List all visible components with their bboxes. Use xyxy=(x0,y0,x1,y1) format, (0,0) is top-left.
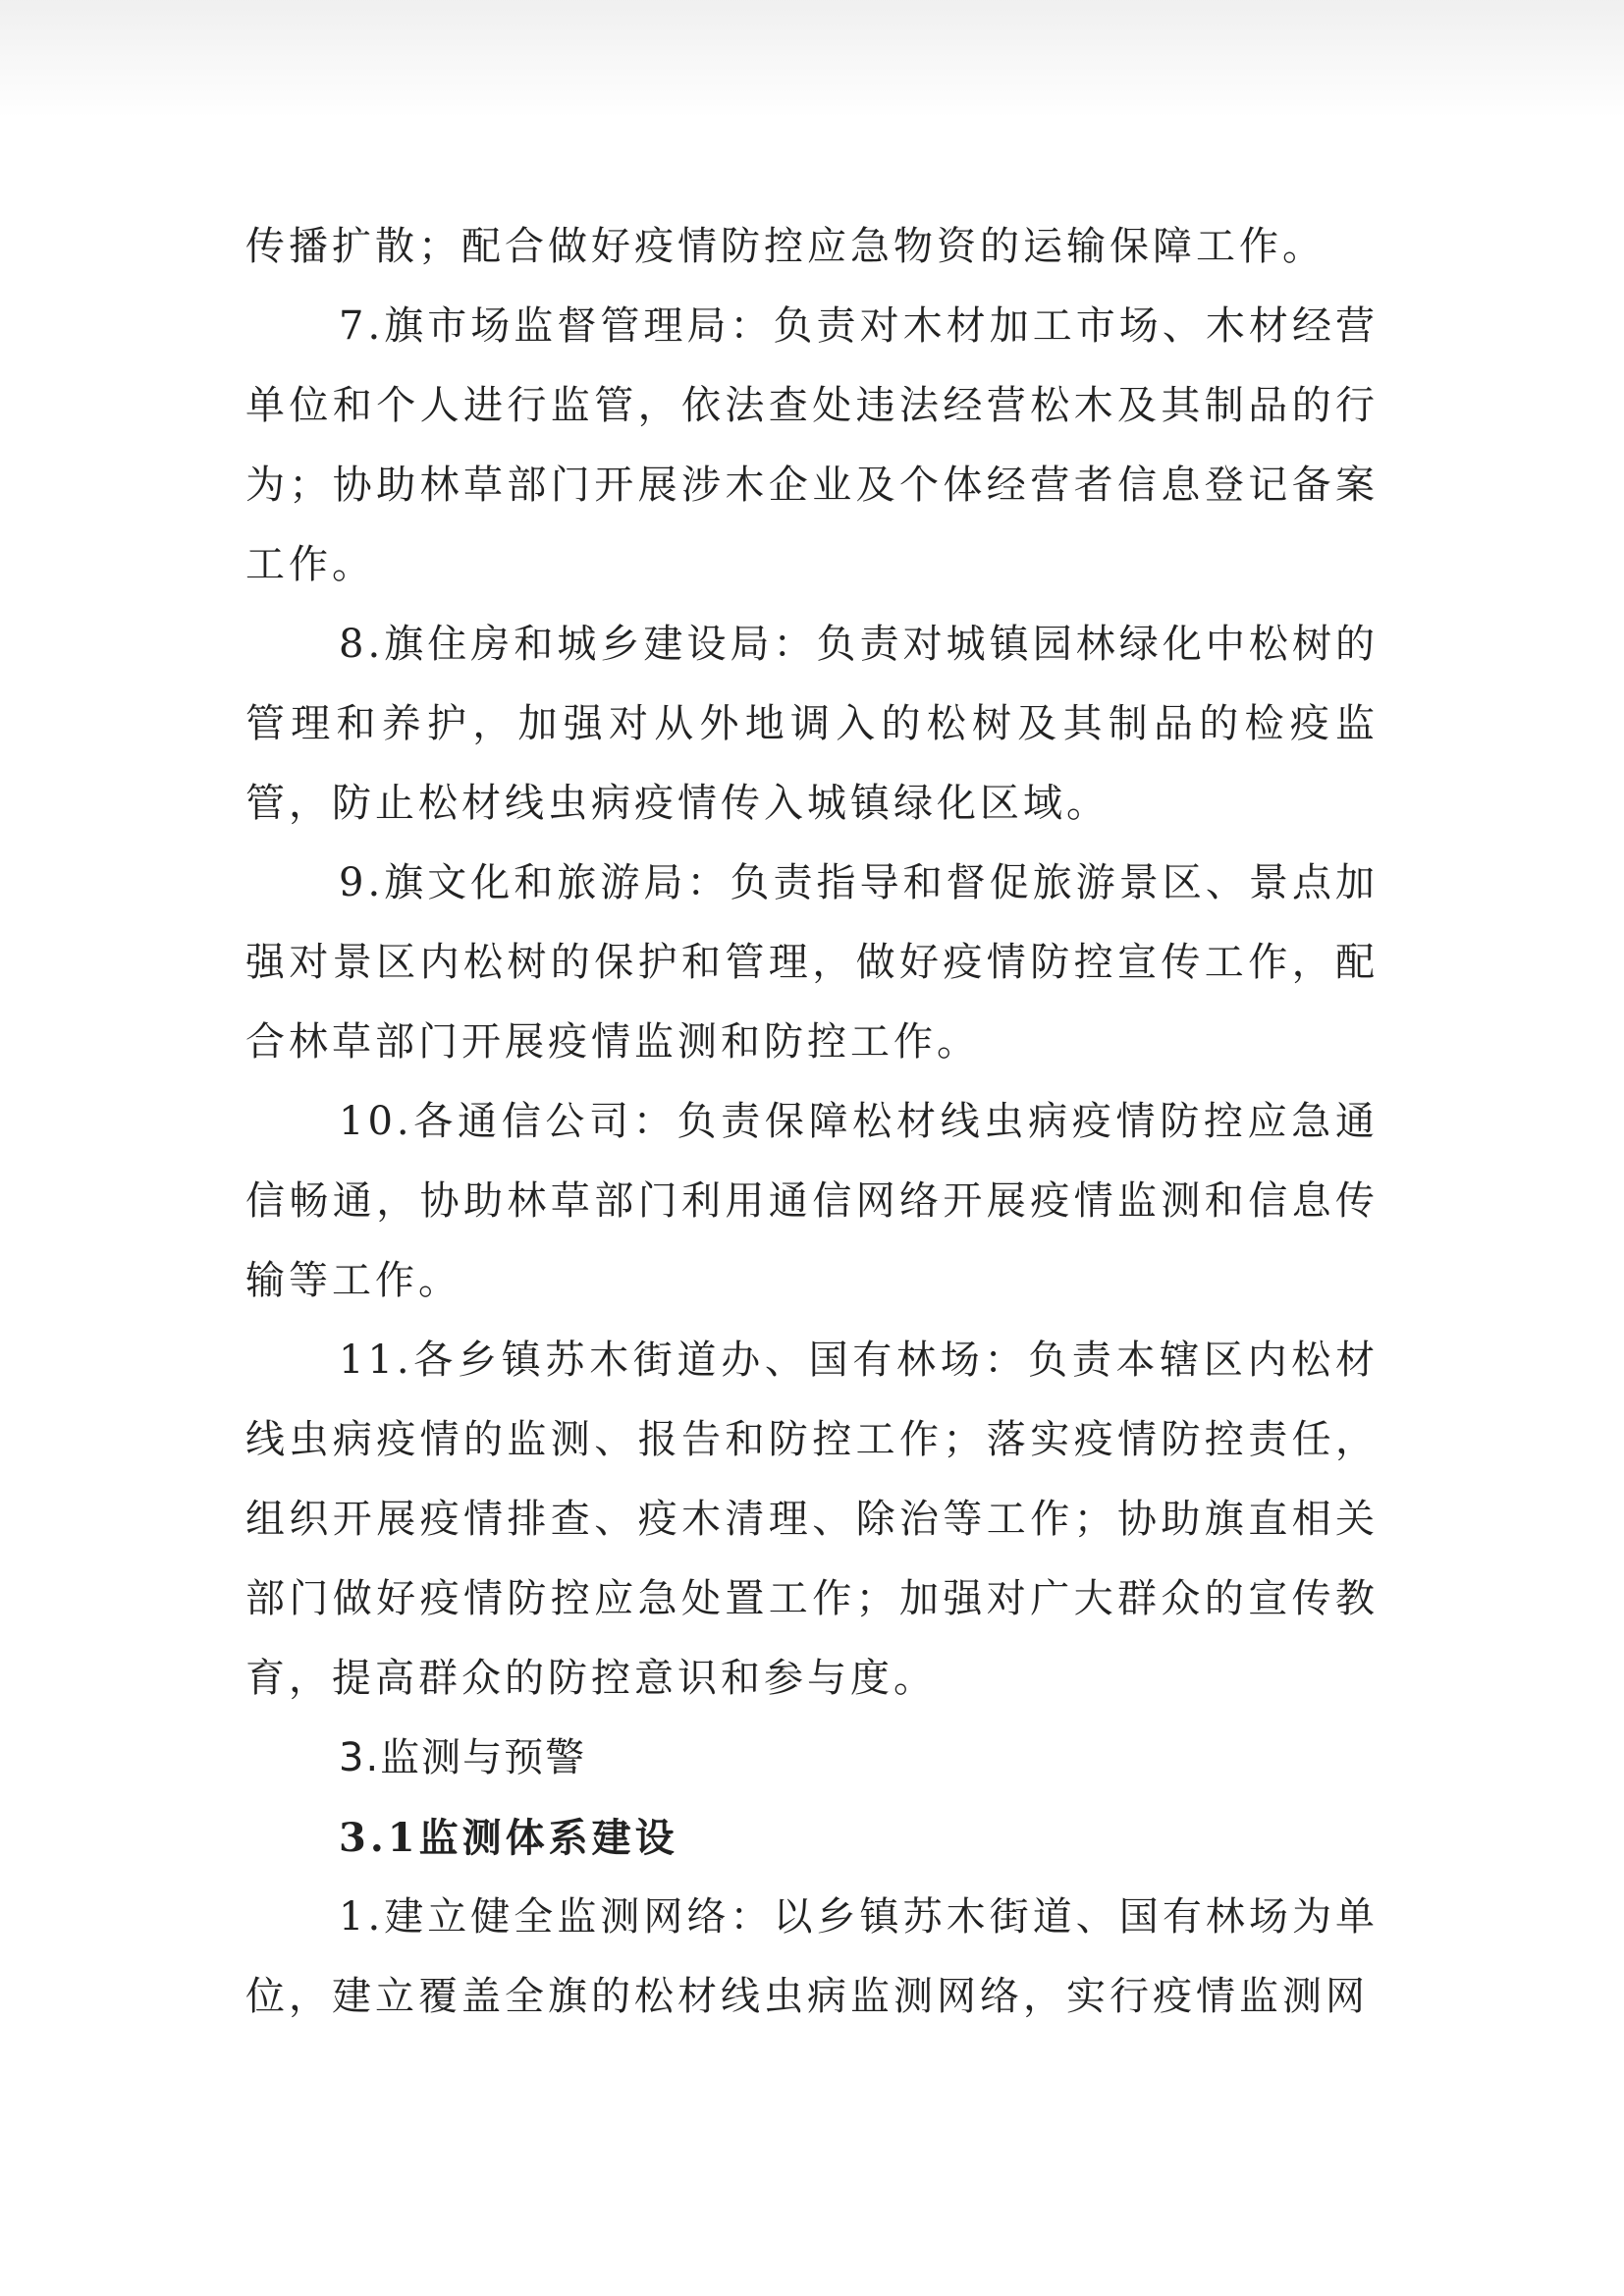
paragraph-monitoring-network: 1.建立健全监测网络：以乡镇苏木街道、国有林场为单位，建立覆盖全旗的松材线虫病监测网络，实行疫情监测网 xyxy=(245,1894,1379,2019)
paragraph-item-9: 9.旗文化和旅游局：负责指导和督促旅游景区、景点加强对景区内松树的保护和管理，做好疫情防控宣传工作，配合林草部门开展疫情监测和防控工作。 xyxy=(245,860,1379,1065)
subsection-heading: 3.1监测体系建设 xyxy=(339,1815,678,1861)
section-heading: 3.监测与预警 xyxy=(339,1735,587,1780)
scan-shadow xyxy=(0,0,1624,118)
paragraph-item-8: 8.旗住房和城乡建设局：负责对城镇园林绿化中松树的管理和养护，加强对从外地调入的松树及其制品的检疫监管，防止松材线虫病疫情传入城镇绿化区域。 xyxy=(245,622,1379,826)
paragraph-item-7: 7.旗市场监督管理局：负责对木材加工市场、木材经营单位和个人进行监管，依法查处违法经营松木及其制品的行为；协助林草部门开展涉木企业及个体经营者信息登记备案工作。 xyxy=(245,303,1379,587)
paragraph-item-10: 10.各通信公司：负责保障松材线虫病疫情防控应急通信畅通，协助林草部门利用通信网络开展疫情监测和信息传输等工作。 xyxy=(245,1099,1379,1303)
paragraph-item-11: 11.各乡镇苏木街道办、国有林场：负责本辖区内松材线虫病疫情的监测、报告和防控工作；落实疫情防控责任，组织开展疫情排查、疫木清理、除治等工作；协助旗直相关部门做好疫情防控应急处置工作；加强对广大群众的宣传教育，提高群众的防控意识和参与度。 xyxy=(245,1338,1379,1701)
paragraph-continuation: 传播扩散；配合做好疫情防控应急物资的运输保障工作。 xyxy=(245,224,1326,269)
